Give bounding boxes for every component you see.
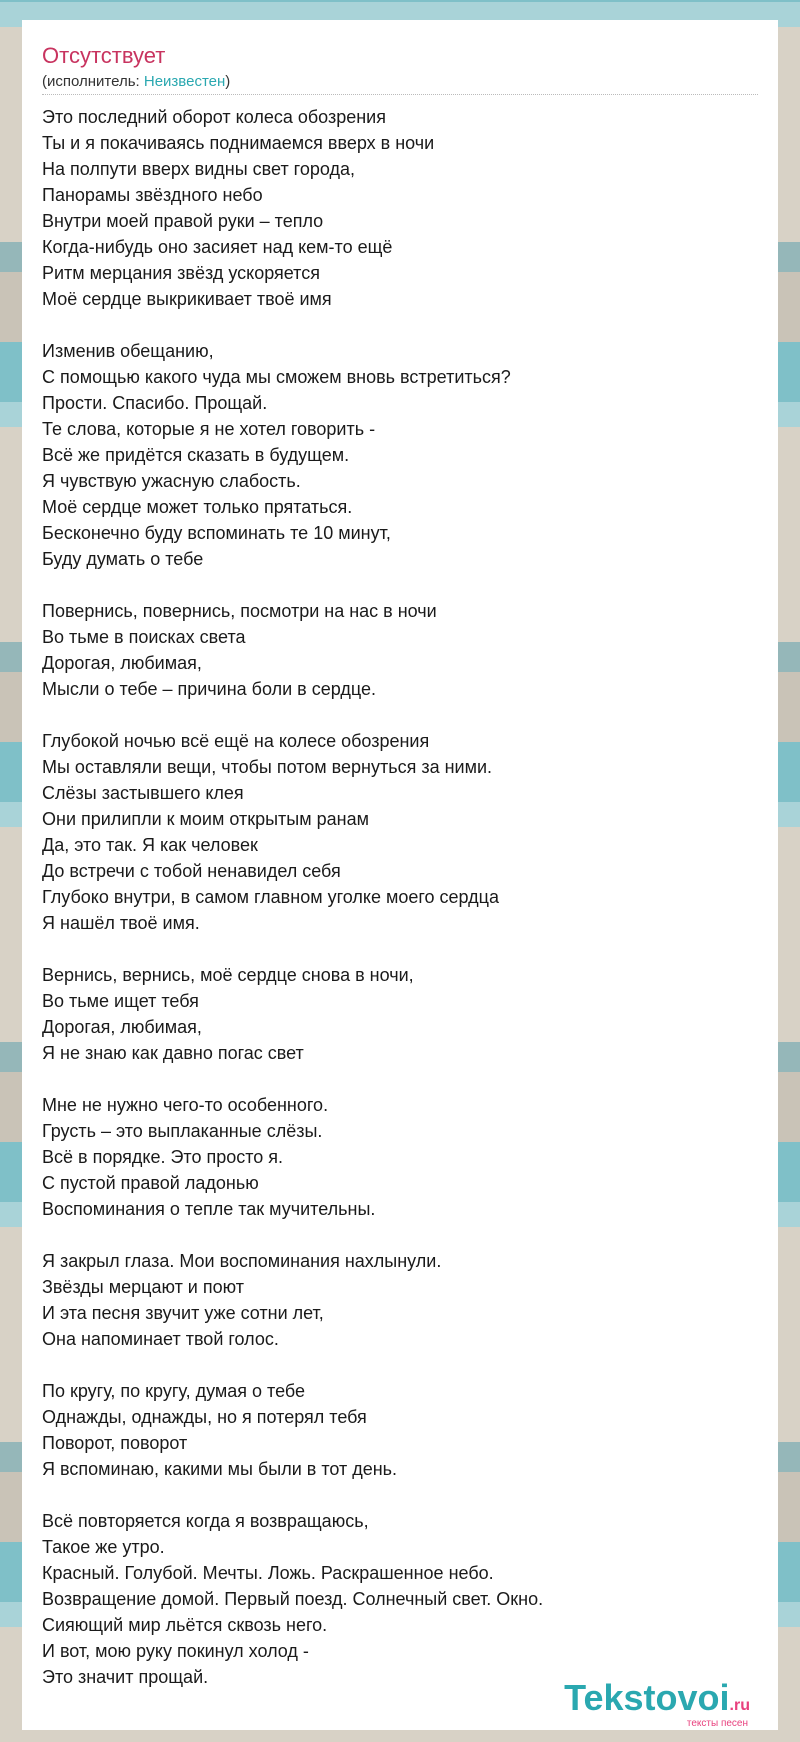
lyric-line: Вернись, вернись, моё сердце снова в ночи, xyxy=(42,965,414,985)
lyric-line: Я не знаю как давно погас свет xyxy=(42,1043,304,1063)
lyric-line: Да, это так. Я как человек xyxy=(42,835,258,855)
logo-tagline: тексты песен xyxy=(686,1718,748,1729)
lyric-line: Я нашёл твоё имя. xyxy=(42,913,200,933)
lyric-line: Звёзды мерцают и поют xyxy=(42,1277,244,1297)
logo-name: Tekstovoi xyxy=(564,1677,730,1718)
lyric-line: Красный. Голубой. Мечты. Ложь. Раскрашенное небо. xyxy=(42,1563,494,1583)
lyric-line: Панорамы звёздного небо xyxy=(42,185,263,205)
lyric-line: Во тьме ищет тебя xyxy=(42,991,199,1011)
lyric-line: Я чувствую ужасную слабость. xyxy=(42,471,301,491)
lyric-line: С помощью какого чуда мы сможем вновь встретиться? xyxy=(42,367,511,387)
lyric-line: Я вспоминаю, какими мы были в тот день. xyxy=(42,1459,398,1479)
lyric-line: Слёзы застывшего клея xyxy=(42,783,244,803)
lyric-line: Мысли о тебе – причина боли в сердце. xyxy=(42,679,376,699)
performer-label: (исполнитель: xyxy=(42,73,144,90)
logo-tld: .ru xyxy=(729,1697,750,1714)
artist-link[interactable]: Неизвестен xyxy=(143,73,226,90)
lyrics-stanza xyxy=(42,104,758,312)
lyric-line: И эта песня звучит уже сотни лет, xyxy=(42,1303,324,1323)
lyric-line: Когда-нибудь оно засияет над кем-то ещё xyxy=(42,237,393,257)
song-title: Отсутствует xyxy=(42,43,166,68)
lyrics-stanza xyxy=(42,728,758,936)
lyric-line: Во тьме в поисках света xyxy=(42,627,246,647)
content-card xyxy=(22,20,778,1730)
lyrics-stanza xyxy=(42,1378,758,1482)
lyric-line: Возвращение домой. Первый поезд. Солнечный свет. Окно. xyxy=(42,1589,544,1609)
lyric-line: По кругу, по кругу, думая о тебе xyxy=(42,1381,306,1401)
lyric-line: Всё повторяется когда я возвращаюсь, xyxy=(42,1511,369,1531)
lyric-line: Дорогая, любимая, xyxy=(42,653,202,673)
lyric-line: Изменив обещанию, xyxy=(42,341,214,361)
lyrics-stanza xyxy=(42,1248,758,1352)
lyric-line: Она напоминает твой голос. xyxy=(42,1329,279,1349)
lyric-line: Мы оставляли вещи, чтобы потом вернуться за ними. xyxy=(42,757,493,777)
lyric-line: Поворот, поворот xyxy=(42,1433,188,1453)
lyric-line: Ритм мерцания звёзд ускоряется xyxy=(42,263,320,283)
lyrics-stanza xyxy=(42,1092,758,1222)
lyric-line: Бесконечно буду вспоминать те 10 минут, xyxy=(42,523,391,543)
lyrics-body xyxy=(42,104,758,1716)
lyric-line: С пустой правой ладонью xyxy=(42,1173,259,1193)
lyric-line: Всё в порядке. Это просто я. xyxy=(42,1147,284,1167)
lyric-line: До встречи с тобой ненавидел себя xyxy=(42,861,341,881)
performer-line xyxy=(42,73,230,91)
performer-close: ) xyxy=(225,73,231,90)
title-divider xyxy=(42,94,758,95)
lyric-line: Мне не нужно чего-то особенного. xyxy=(42,1095,329,1115)
lyric-line: Такое же утро. xyxy=(42,1537,165,1557)
lyric-line: Ты и я покачиваясь поднимаемся вверх в ночи xyxy=(42,133,435,153)
lyric-line: Я закрыл глаза. Мои воспоминания нахлынули. xyxy=(42,1251,442,1271)
lyric-line: И вот, мою руку покинул холод - xyxy=(42,1641,309,1661)
lyric-line: Моё сердце может только прятаться. xyxy=(42,497,353,517)
lyric-line: Буду думать о тебе xyxy=(42,549,204,569)
lyrics-stanza xyxy=(42,338,758,572)
lyric-line: Грусть – это выплаканные слёзы. xyxy=(42,1121,323,1141)
lyric-line: Дорогая, любимая, xyxy=(42,1017,202,1037)
lyric-line: Сияющий мир льётся сквозь него. xyxy=(42,1615,328,1635)
lyrics-stanza xyxy=(42,1508,758,1690)
lyric-line: Всё же придётся сказать в будущем. xyxy=(42,445,350,465)
lyric-line: Однажды, однажды, но я потерял тебя xyxy=(42,1407,367,1427)
lyric-line: Глубокой ночью всё ещё на колесе обозрения xyxy=(42,731,430,751)
lyric-line: Те слова, которые я не хотел говорить - xyxy=(42,419,376,439)
lyric-line: Глубоко внутри, в самом главном уголке моего сердца xyxy=(42,887,499,907)
lyric-line: На полпути вверх видны свет города, xyxy=(42,159,356,179)
lyrics-stanza xyxy=(42,598,758,702)
lyrics-stanza xyxy=(42,962,758,1066)
lyric-line: Повернись, повернись, посмотри на нас в ночи xyxy=(42,601,437,621)
lyric-line: Они прилипли к моим открытым ранам xyxy=(42,809,369,829)
lyric-line: Прости. Спасибо. Прощай. xyxy=(42,393,268,413)
lyric-line: Внутри моей правой руки – тепло xyxy=(42,211,324,231)
lyric-line: Это значит прощай. xyxy=(42,1667,209,1687)
lyric-line: Моё сердце выкрикивает твоё имя xyxy=(42,289,332,309)
lyric-line: Воспоминания о тепле так мучительны. xyxy=(42,1199,376,1219)
lyric-line: Это последний оборот колеса обозрения xyxy=(42,107,386,127)
